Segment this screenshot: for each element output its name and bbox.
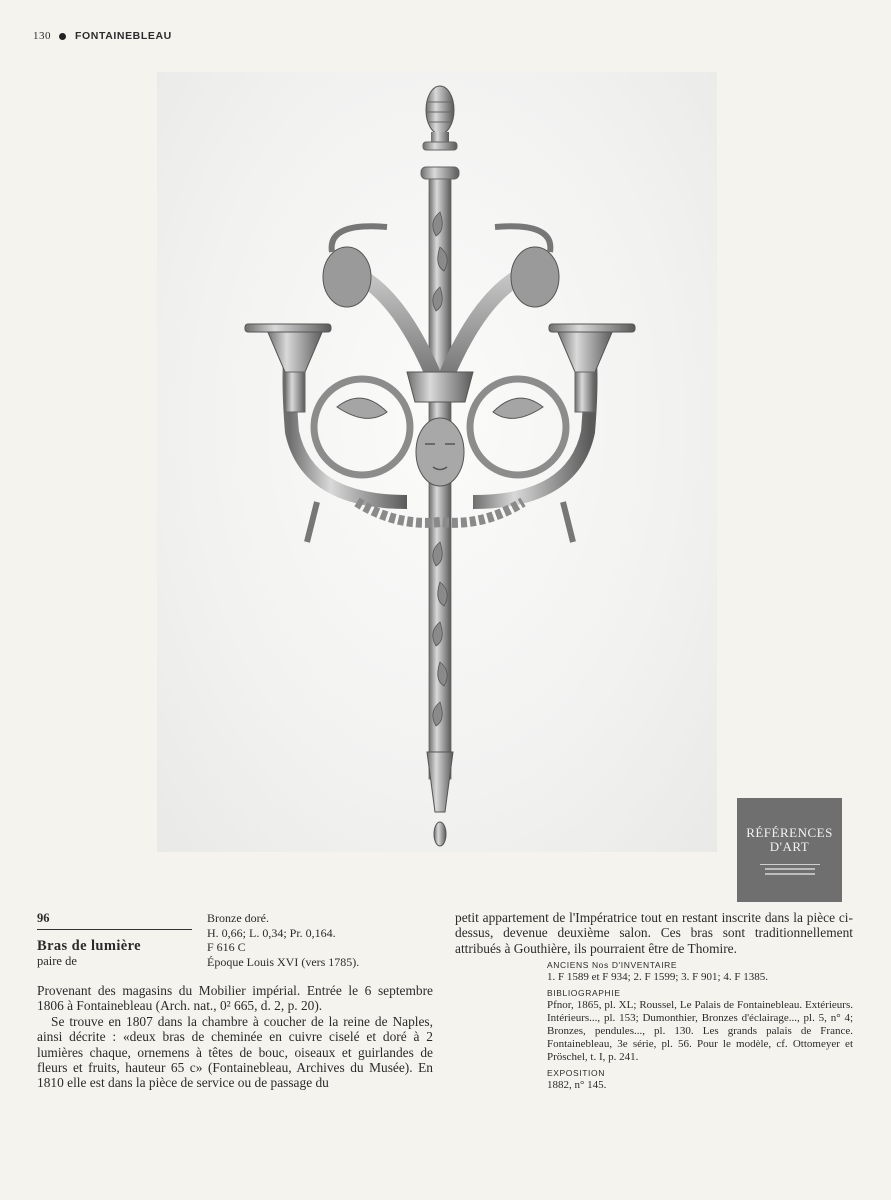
paragraph-history: Se trouve en 1807 dans la chambre à coucher de la reine de Naples, ainsi décrite : «deux bras de cheminée en cuivre ciselé et doré à 2 lumières chaque, ornemens à têtes de bouc, oiseaux et guirlandes de fleurs et fruits, hauteur 65 c» (Fontainebleau, Archives du Musée). En 1810 elle est dans la pièce de service ou de passage du: [37, 1013, 433, 1091]
watermark-logo: [737, 798, 842, 902]
references-block: [547, 960, 853, 1092]
page-number: 130: [33, 30, 51, 42]
running-header: [33, 30, 172, 42]
heading-rule: [37, 929, 192, 930]
catalogue-number: 96: [37, 911, 50, 925]
sconce-illustration: [157, 72, 717, 852]
spec-inventory: F 616 C: [207, 940, 246, 954]
inventaire-text: 1. F 1589 et F 934; 2. F 1599; 3. F 901; 4. F 1385.: [547, 971, 768, 984]
watermark-line1: RÉFÉRENCES: [746, 825, 833, 840]
entry-text-right: [455, 910, 853, 1092]
section-title: FONTAINEBLEAU: [75, 30, 172, 42]
inventaire-heading: ANCIENS Nos D'INVENTAIRE: [547, 960, 678, 971]
watermark-line2: D'ART: [769, 839, 810, 854]
paragraph-attribution: petit appartement de l'Impératrice tout en restant inscrite dans la pièce ci-dessus, devenue deuxième salon. Ces bras sont traditionnellement attribués à Gouthière, ils pourraient être de Thomire.: [455, 910, 853, 956]
watermark-divider: [760, 864, 820, 865]
entry-text-left: [37, 983, 433, 1091]
spec-dimensions: H. 0,66; L. 0,34; Pr. 0,164.: [207, 925, 336, 940]
entry-title: Bras de lumière: [37, 938, 141, 954]
watermark-fine-print: [765, 868, 815, 870]
exposition-text: 1882, n° 145.: [547, 1079, 607, 1092]
bibliographie-text: Pfnor, 1865, pl. XL; Roussel, Le Palais de Fontainebleau. Extérieurs. Intérieurs..., pl. 153; Dumonthier, Bronzes d'éclairage..., pl. 5, n° 4; Bronzes, pendules..., pl. 130. Les grands palais de France. Fontainebleau, 3e série, pl. 56. Pour le modèle, cf. Ottomeyer et Pröschel, t. I, p. 241.: [547, 999, 853, 1064]
entry-subtitle: paire de: [37, 954, 77, 968]
entry-specifications: [207, 911, 359, 969]
sconce-photograph: [157, 72, 833, 854]
paragraph-provenance: Provenant des magasins du Mobilier impérial. Entrée le 6 septembre 1806 à Fontainebleau (Arch. nat., 0² 665, d. 2, p. 20).: [37, 983, 433, 1014]
bibliographie-heading: BIBLIOGRAPHIE: [547, 988, 621, 999]
spec-period: Époque Louis XVI (vers 1785).: [207, 954, 360, 969]
bullet-dot-icon: [59, 33, 66, 40]
exposition-heading: EXPOSITION: [547, 1068, 605, 1079]
watermark-fine-print-2: [765, 873, 815, 875]
spec-material: Bronze doré.: [207, 911, 269, 925]
